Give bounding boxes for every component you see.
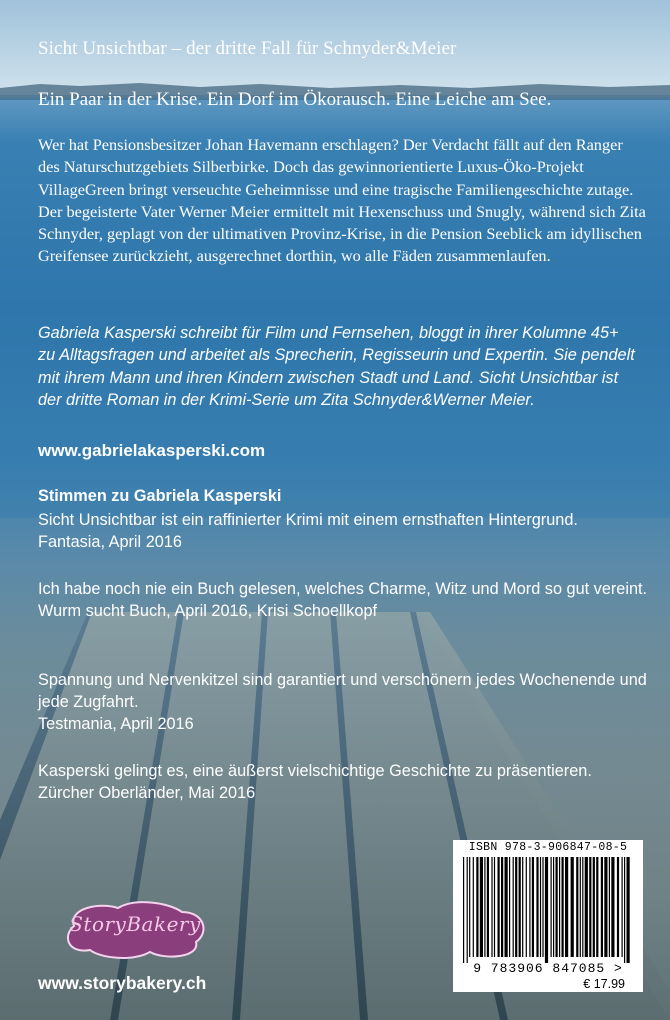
barcode-bar [487,857,489,957]
barcode-bar [622,857,623,957]
review-item [38,669,648,735]
barcode-bar [476,857,478,957]
review-source: Fantasia, April 2016 [38,533,182,551]
barcode-bar [559,857,560,957]
barcode-bar [542,857,543,957]
barcode-bar [529,857,530,957]
barcode-bar [545,857,548,963]
author-bio: Gabriela Kasperski schreibt für Film und Fernsehen, bloggt in ihrer Kolumne 45+ zu Alltagsfragen und arbeitet als Sprecherin, Regisseurin und Expertin. Sie pendelt mit ihrem Mann und ihren Kindern zwischen Stadt und Land. Sicht Unsichtbar ist der dritte Roman in der Krimi-Serie um Zita Schnyder&Werner Meier. [38,324,635,409]
barcode-bar [627,857,630,963]
barcode-bar [551,857,552,957]
barcode-bar [582,857,583,957]
barcode-bar [473,857,474,957]
barcode-bar [593,857,595,957]
barcode-bar [501,857,503,957]
barcode-bar [469,857,470,957]
barcode-bar [491,857,492,957]
plot-blurb: Wer hat Pensionsbesitzer Johan Havemann erschlagen? Der Verdacht fällt auf den Ranger des Naturschutzgebiets Silberbirke. Doch das gewinnorientierte Luxus-Öko-Projekt VillageGreen bringt verseuchte Geheimnisse und eine tragische Familiengeschichte zutage. Der begeisterte Vater Werner Meier ermittelt mit Hexenschuss und Snugly, während sich Zita Schnyder, geplagt von der ultimativen Provinz-Krise, in die Pension Seeblick am idyllischen Greifensee zurückzieht, ausgerechnet dorthin, wo alle Fäden zusammenlaufen. [38,135,646,266]
barcode-bar [624,857,625,963]
barcode-bar [571,857,574,957]
review-item [38,509,648,553]
review-item [38,760,648,804]
review-quote: Sicht Unsichtbar ist ein raffinierter Krimi mit einem ernsthaften Hintergrund. [38,511,578,529]
barcode-bar [562,857,564,957]
barcode-bar [522,857,523,957]
publisher-logo: StoryBakery [69,912,201,936]
barcode-bar [617,857,619,957]
barcode-bar [498,857,500,957]
barcode-bar [467,857,468,963]
barcode-bar [494,857,495,957]
review-quote: Spannung und Nervenkitzel sind garantiert und verschönern jedes Wochenende und jede Zugfahrt. [38,671,647,711]
reviews-heading: Stimmen zu Gabriela Kasperski [38,487,282,505]
barcode-bar [463,857,464,963]
barcode-bar [484,857,485,957]
barcode-bar [509,857,510,957]
publisher-website-link[interactable]: www.storybakery.ch [38,973,207,993]
isbn-barcode [453,840,643,992]
barcode-bar [565,857,568,957]
ean-digits: 9 783906 847085 > [473,961,623,976]
author-website-link[interactable]: www.gabrielakasperski.com [38,441,266,460]
barcode-bar [580,857,581,957]
isbn-number: ISBN 978-3-906847-08-5 [468,841,628,854]
barcode-bar [604,857,607,957]
barcode-bar [480,857,483,957]
series-title-line: Sicht Unsichtbar – der dritte Fall für Schnyder&Meier [38,38,457,59]
review-source: Zürcher Oberländer, Mai 2016 [38,784,256,802]
review-quote: Ich habe noch nie ein Buch gelesen, welches Charme, Witz und Mord so gut vereint. [38,580,648,598]
barcode-bars [457,857,637,963]
barcode-bar [532,857,534,957]
price-label: € 17.99 [583,977,625,991]
barcode-bar [596,857,598,957]
tagline: Ein Paar in der Krise. Ein Dorf im Ökorausch. Eine Leiche am See. [38,89,552,110]
review-item [38,578,648,622]
review-quote: Kasperski gelingt es, eine äußerst vielschichtige Geschichte zu präsentieren. [38,762,592,780]
barcode-bar [611,857,614,957]
barcode-bar [556,857,558,957]
review-source: Testmania, April 2016 [38,715,194,733]
barcode-bar [540,857,541,957]
barcode-bar [589,857,591,957]
barcode-bar [513,857,514,957]
barcode-bar [526,857,527,957]
barcode-bar [519,857,521,957]
review-source: Wurm sucht Buch, April 2016, Krisi Schoellkopf [38,602,378,620]
barcode-bar [585,857,588,957]
barcode-bar [536,857,538,957]
barcode-bar [601,857,603,957]
barcode-bar [609,857,610,957]
barcode-bar [515,857,517,957]
barcode-bar [553,857,554,957]
barcode-bar [576,857,578,957]
barcode-bar [505,857,508,957]
